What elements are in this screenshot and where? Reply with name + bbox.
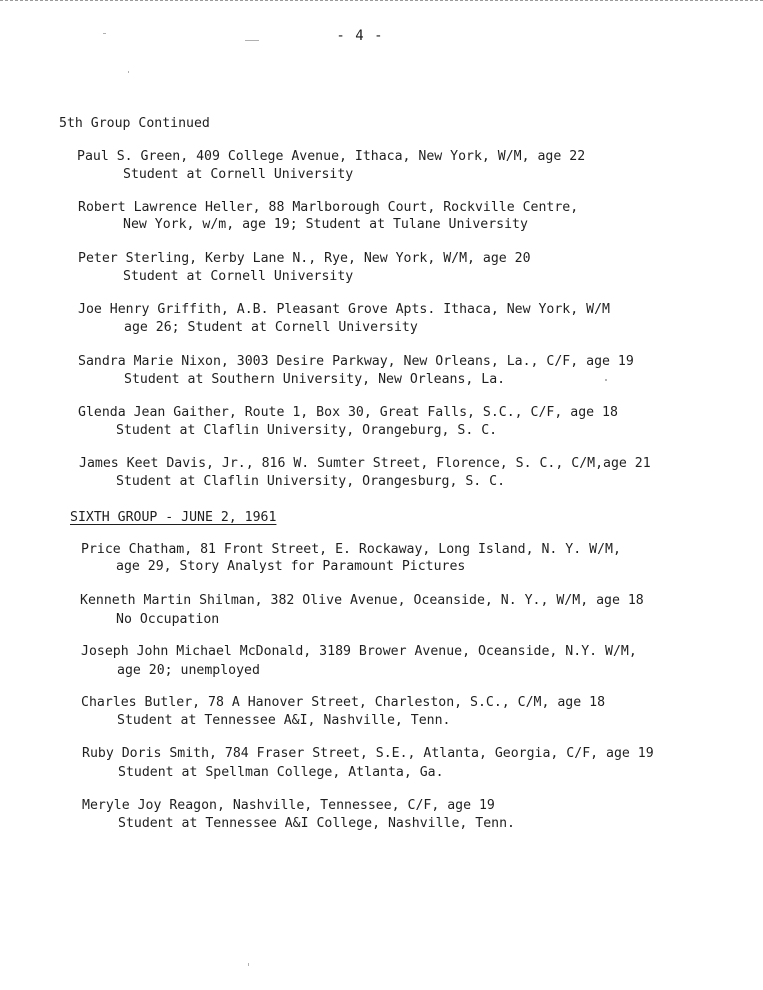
entry-detail: age 29, Story Analyst for Paramount Pictures xyxy=(116,559,466,574)
page-top-border xyxy=(0,0,763,1)
entry-line: Charles Butler, 78 A Hanover Street, Charleston, S.C., C/M, age 18 xyxy=(81,695,606,710)
entry-line: Joe Henry Griffith, A.B. Pleasant Grove Apts. Ithaca, New York, W/M xyxy=(78,302,610,317)
entry-detail: Student at Spellman College, Atlanta, Ga. xyxy=(118,765,444,780)
entry-line: Peter Sterling, Kerby Lane N., Rye, New York, W/M, age 20 xyxy=(78,251,531,266)
entry-line: Price Chatham, 81 Front Street, E. Rockaway, Long Island, N. Y. W/M, xyxy=(81,542,621,557)
fifth-group-heading: 5th Group Continued xyxy=(59,116,210,131)
entry-detail: Student at Claflin University, Orangesburg, S. C. xyxy=(116,474,506,489)
entry-detail: age 26; Student at Cornell University xyxy=(124,320,418,335)
entry-detail: age 20; unemployed xyxy=(117,663,260,678)
entry-line: Paul S. Green, 409 College Avenue, Ithaca, New York, W/M, age 22 xyxy=(77,149,586,164)
entry-line: Ruby Doris Smith, 784 Fraser Street, S.E., Atlanta, Georgia, C/F, age 19 xyxy=(82,746,654,761)
entry-detail: New York, w/m, age 19; Student at Tulane University xyxy=(123,217,528,232)
entry-detail: Student at Claflin University, Orangeburg, S. C. xyxy=(116,423,498,438)
entry-line: Kenneth Martin Shilman, 382 Olive Avenue, Oceanside, N. Y., W/M, age 18 xyxy=(80,593,644,608)
entry-line: Robert Lawrence Heller, 88 Marlborough Court, Rockville Centre, xyxy=(78,200,579,215)
entry-detail: Student at Cornell University xyxy=(123,269,354,284)
scan-speck xyxy=(605,379,607,381)
entry-detail: Student at Southern University, New Orleans, La. xyxy=(124,372,506,387)
entry-line: Joseph John Michael McDonald, 3189 Brower Avenue, Oceanside, N.Y. W/M, xyxy=(81,644,637,659)
entry-detail: Student at Tennessee A&I, Nashville, Tenn. xyxy=(117,713,451,728)
entry-line: James Keet Davis, Jr., 816 W. Sumter Street, Florence, S. C., C/M,age 21 xyxy=(79,456,651,471)
entry-detail: No Occupation xyxy=(116,612,220,627)
scan-speck xyxy=(248,963,249,966)
entry-line: Sandra Marie Nixon, 3003 Desire Parkway, New Orleans, La., C/F, age 19 xyxy=(78,354,634,369)
page-number: - 4 - xyxy=(336,28,384,44)
entry-detail: Student at Cornell University xyxy=(123,167,354,182)
entry-detail: Student at Tennessee A&I College, Nashville, Tenn. xyxy=(118,816,515,831)
scan-speck xyxy=(128,71,129,73)
entry-line: Meryle Joy Reagon, Nashville, Tennessee, C/F, age 19 xyxy=(82,798,495,813)
entry-line: Glenda Jean Gaither, Route 1, Box 30, Great Falls, S.C., C/F, age 18 xyxy=(78,405,618,420)
sixth-group-heading: SIXTH GROUP - JUNE 2, 1961 xyxy=(70,510,277,525)
